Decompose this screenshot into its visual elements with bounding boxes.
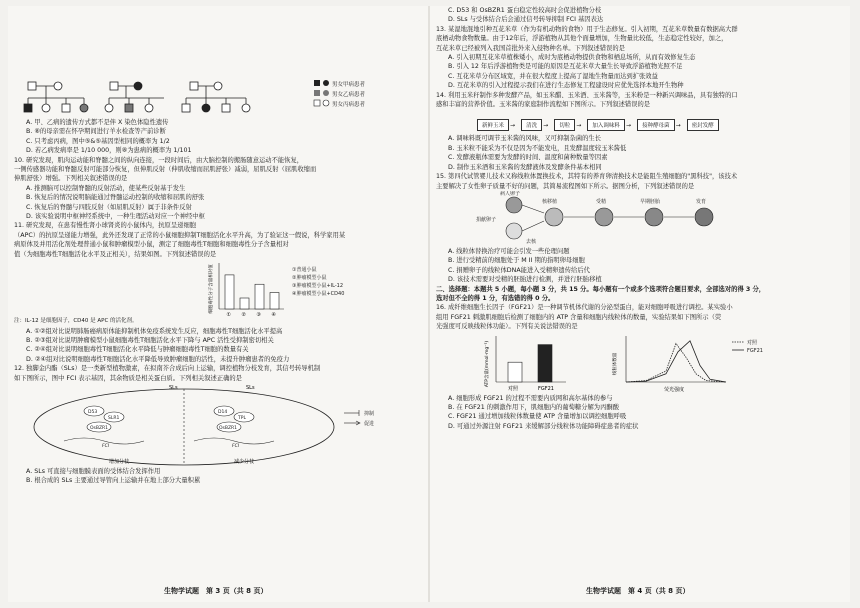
q15-fertilize-label: 受精	[596, 198, 607, 205]
q11-bar-3	[255, 284, 264, 309]
q12-option-a: A. SLs 可直接与细胞膜表面的受体结合发挥作用	[26, 467, 161, 475]
q16-option-c: C. FGF21 通过增加线粒体数量使 ATP 含量增加以调控细胞呼吸	[448, 413, 627, 421]
q9-option-b: B. ⑧的母亲需在怀孕期间进行羊水检查等产前诊断	[26, 128, 166, 136]
q12-increase-label: 增加分枝	[109, 458, 130, 465]
question-12-options	[14, 467, 424, 486]
q11-legend-2: ②肿瘤模型小鼠	[292, 275, 327, 282]
q10-option-a: A. 推测脑可以控制脊髓的反射活动，使某些反射基于发生	[26, 184, 186, 192]
q10-stem-1: 10. 研究发现，肌肉运动能和脊髓之间的纵向连接，一段时间后，由大脑控制的搬肠随意运动不能恢复，	[14, 156, 304, 164]
q15-donor-label: 捐献卵子	[476, 216, 497, 223]
flow-step-3: 切粒	[554, 119, 575, 131]
question-12-options-cont	[436, 6, 846, 25]
question-15-options	[436, 247, 846, 285]
q15-develop-label: 发育	[696, 198, 707, 205]
page-4	[436, 6, 846, 602]
flow-step-1: 新鲜玉米	[477, 119, 509, 131]
q13-option-d: D. 互花米草的引入过程提示我们在进行生态修复工程建设时应优先选择本地开生物种	[448, 82, 684, 90]
q16-series-fgf21	[626, 340, 726, 381]
q15-nt-label: 核移植	[542, 198, 558, 205]
q12-osbzr1-label-2: OsBZR1	[219, 425, 238, 431]
section2-line-2: 选对但不全的得 1 分，有选错的得 0 分。	[436, 294, 555, 302]
q16-option-b: B. 在 FGF21 的刺激作用下，肌细胞内的葡萄糖分解为丙酮酸	[448, 403, 619, 411]
q16-bar-1	[508, 362, 522, 382]
q12-decrease-label: 减少分枝	[234, 458, 255, 465]
question-11	[14, 221, 424, 259]
q11-bar-chart	[14, 259, 414, 317]
q16-legend-fgf: FGF21	[747, 347, 763, 354]
q12-d14-label: D14	[218, 409, 228, 415]
question-11-options	[14, 327, 424, 365]
question-13	[436, 25, 846, 91]
question-12	[14, 364, 424, 383]
q13-option-a: A. 引入初期互花米草植株矮小，成时为底栖动物提供食物和栖息场所，从而有效修复生态	[448, 54, 696, 62]
q11-chart-ylabel: 细胞毒性分子含量相对值	[209, 264, 214, 314]
q12-stem-2: 如下图所示，图中 FCI 表示基因，其余物质是相关蛋白质。下列相关叙述正确的是	[14, 374, 242, 382]
flow-step-5: 接种酵母菌	[637, 119, 675, 131]
q11-bar-label-4: ④	[271, 312, 276, 318]
pedigree-figure	[14, 78, 414, 118]
q11-stem-3: 病原体及并用活化剂处理普通小鼠和肿瘤模型小鼠，测定了细胞毒性T细胞和细胞毒性分子含量相对	[14, 241, 289, 249]
q16-stem-2: 组用 FGF21 刺激肌细胞后检测了细胞内的 ATP 含量和细胞内线粒体的数量，实验结果如下图所示（荧	[436, 313, 722, 321]
q15-option-a: A. 线粒体替换治疗可能会引发一些伦理问题	[448, 247, 570, 255]
question-16	[436, 303, 846, 331]
q14-flowchart: 新鲜玉米 → 清洗 → 切粒 → 加入调味料 → 接种酵母菌 → 密封发酵	[436, 109, 846, 134]
q11-bar-label-2: ②	[241, 312, 246, 318]
q11-chart-note: 注：IL-12 是细胞因子，CD40 是 APC 的活化剂。	[14, 318, 138, 325]
question-16-options	[436, 394, 846, 432]
q13-stem-3: 互花米草已经被列入我国首批外来入侵物种名单。下列叙述错误的是	[436, 44, 625, 52]
q11-bar-4	[270, 293, 279, 310]
flow-step-6: 密封发酵	[687, 119, 719, 131]
q12-fci-label: FCI	[102, 443, 110, 449]
q12-osbzr1-label: OsBZR1	[90, 425, 109, 431]
q15-option-d: D. 该技术需要对受精的胚胎进行检测，并进行胚胎移植	[448, 276, 602, 284]
q10-option-c: C. 恢复后的脊髓与四肢反射（如屈肌反射）属于非条件反射	[26, 203, 192, 211]
q10-option-b: B. 恢复后的情况说明脑能通过脊髓运动控制的收缩和屈肌的舒张	[26, 194, 205, 202]
pedigree-legend-3: 男女丙病患者	[332, 102, 366, 108]
q11-option-a: A. ①②组对比说明肺肠癌病原体能抑制机体免疫系统发生反应，细胞毒性T细胞活化水平提高	[26, 327, 283, 335]
q16-bar-2	[538, 344, 552, 381]
q16-option-a: A. 细胞形成 FGF21 的过程不需要内质网和高尔基体的参与	[448, 394, 613, 402]
section-2-header	[436, 285, 846, 304]
section2-line-1: 二、选择题：本题共 5 小题，每小题 3 分，共 15 分。每小题有一个或多个选项符合题目要求，全部选对的得 3 分，	[436, 285, 766, 293]
q10-stem-3: 伸肌舒张）增强。下列相关叙述错误的是	[14, 175, 128, 183]
q11-bar-label-1: ①	[226, 312, 231, 318]
q11-legend-4: ④肿瘤模型小鼠+CD40	[292, 291, 345, 298]
q15-ivf-diagram	[436, 191, 836, 247]
q9-option-c: C. 只考虑丙病，图中⑤&⑤基因型相同的概率为 1/2	[26, 137, 170, 145]
q12-sls-label-1: SLs	[169, 384, 178, 391]
q12-slr1-label: SLR1	[108, 415, 120, 421]
q11-stem-1: 11. 研究发现，在患有慢性肾小球肾炎的小鼠体内，抗原呈递细胞	[14, 222, 197, 230]
exam-sheet	[8, 6, 850, 602]
q10-option-d: D. 该实验说明中枢神经系统中，一种生理活动对应一个神经中枢	[26, 213, 205, 221]
q15-stem-2: 主要解决了女性卵子质量不好的问题，其简易流程图如下所示。据图分析，下列叙述错误的是	[436, 182, 695, 190]
q16-charts	[436, 332, 836, 394]
q13-stem-2: 底栖动物食物数量。由于12年后，浮游植物从其他个面量增加，生物量比较低，生态稳定性较好，加之，	[436, 35, 728, 43]
page-3-footer: 生物学试题 第 3 页（共 8 页）	[164, 587, 268, 595]
q12-legend-suppress: 抑制	[364, 410, 375, 417]
q16-legend-control: 对照	[747, 339, 758, 346]
q14-option-d: D. 制作玉米酒和玉米酱的发酵液体及发酵条件基本相同	[448, 163, 602, 171]
q13-option-c: C. 互花米草分布区域宽，并在很大程度上提高了湿地生物量而达到扩张效益	[448, 72, 658, 80]
q16-cat-fgf: FGF21	[538, 385, 554, 392]
q15-option-c: C. 捐赠卵子的线粒体DNA能进入受精卵遗传给后代	[448, 266, 590, 274]
q16-stem-1: 16. 成纤维细胞生长因子（FGF21）是一种调节机体代谢的分泌型蛋白，能对细胞呼吸进行调控。某实验小	[436, 304, 733, 312]
q16-series-control	[626, 343, 726, 382]
q14-option-b: B. 玉米粒不能采为不仅是因为不能发电，且发酵温度较玉米酱低	[448, 144, 627, 152]
q11-legend-1: ①普通小鼠	[292, 267, 317, 274]
q15-stem-1: 15. 第四代试管婴儿技术又称线粒体置换技术，其特有的养育卵清换技术是能阻生殖细胞的"黑科技"，该技术	[436, 173, 738, 181]
q12-stem-1: 12. 独脚金内酯（SLs）是一类新型植物激素，在拟南芥合成后向上运输，调控植物分枝发育，其信号转导机制	[14, 365, 321, 373]
q16-stem-3: 光强度可反映线粒体功能）。下列有关说法错误的是	[436, 323, 578, 331]
pedigree-legend-1: 男女甲病患者	[332, 82, 366, 88]
flow-step-2: 清洗	[521, 119, 542, 131]
q11-legend-3: ③肿瘤模型小鼠+IL-12	[292, 283, 344, 290]
flow-step-4: 加入调味料	[587, 119, 625, 131]
q9-option-a: A. 甲、乙病的遗传方式都不是伴 X 染色体隐性遗传	[26, 119, 169, 126]
question-10	[14, 156, 424, 222]
q11-stem-4: 值（为细胞毒性T细胞活化水平及正相关），结果如图。下列叙述错误的是	[14, 250, 217, 258]
q16-option-d: D. 可通过外源注射 FGF21 来缓解部分线粒体功能障碍症患者的症状	[448, 422, 639, 430]
q14-option-c: C. 发酵液瓶体需要为发酵的时间、温度和菌种数量等因素	[448, 154, 608, 162]
q12-option-d: D. SLs 与受体结合后会通过信号转导抑制 FCI 基因表达	[448, 16, 604, 24]
q11-option-d: D. ②④组对比说明细胞毒性T细胞活化水平降低导致肿瘤细胞的活性，未提升肿瘤患者的免疫力	[26, 355, 290, 363]
q15-remove-label: 去核	[526, 238, 537, 245]
pedigree-legend-2: 男女乙病患者	[332, 92, 366, 98]
q12-legend-promote: 促进	[364, 420, 375, 427]
q13-stem-1: 13. 某湿地混地引种互花米草（作为有机动物的食物）用于生态修复。引入初期，互花米草数量有数据高大群	[436, 25, 738, 33]
q11-stem-2: （APC）的抗原呈递能力增强，此外还发现了正常的小鼠细胞抑制T细胞活化水平升高，为了验证这一假说，科学家用某	[14, 231, 346, 239]
q14-stem-2: 感和丰富的营养价值。玉米酱的家庭制作流程如下图所示。下列叙述错误的是	[436, 101, 651, 109]
q12-option-b: B. 根合成的 SLs 主要通过导管向上运输并在地上部分大量积累	[26, 477, 201, 485]
q16-bar-ylabel: ATP含量(mmol·mg⁻¹)	[485, 340, 490, 387]
q14-stem-1: 14. 利用玉米秆制作多种发酵产品，如玉米醋、玉米酒、玉米酱等，玉米粉是一种新兴调味品，具有独特的口	[436, 91, 738, 99]
q9-option-d: D. 若乙病发病率是 1/10 000，则⑧为患病的概率为 1/101	[26, 147, 192, 155]
q14-option-a: A. 调味料既可调节玉米酱的风味，又可抑制杂菌的生长	[448, 135, 602, 143]
q16-cat-control: 对照	[508, 385, 519, 392]
q12-signal-diagram	[14, 383, 414, 467]
q11-bar-1	[225, 275, 234, 309]
question-9-options	[14, 118, 424, 156]
q15-patient-label: 病人卵子	[500, 190, 521, 197]
q11-bar-2	[240, 298, 249, 309]
q15-embryo-label: 早期胚胎	[640, 198, 661, 205]
question-14	[436, 91, 846, 172]
page-3	[14, 6, 424, 602]
q12-sls-label-2: SLs	[246, 384, 255, 391]
page-fold	[428, 6, 430, 602]
q10-stem-2: 一侧传感器功能和脊髓反射可能部分恢复，但伸肌反射（伸肌收缩而屈肌舒张）减弱，屈肌反射（屈肌收缩而	[14, 166, 317, 174]
q12-fci-label-2: FCI	[232, 443, 240, 449]
q15-option-b: B. 进行受精前的细胞处于 M II 期的指明卵母细胞	[448, 257, 585, 265]
q11-option-c: C. ②④组对比说明细胞毒性T细胞活化水平降低与肿瘤细胞毒性T细胞的数量有关	[26, 346, 249, 354]
q11-option-b: B. ②③组对比说明肿瘤模型小鼠细胞毒性T细胞活化水平下降与 APC 活性受抑制密切相关	[26, 336, 274, 344]
q12-tpl-label: TPL	[238, 415, 246, 421]
question-15	[436, 172, 846, 191]
page-4-footer: 生物学试题 第 4 页（共 8 页）	[586, 587, 690, 595]
q13-option-b: B. 引入 12 年后浮游植物类是可能的原因是互花米草大量生长导致浮游植物光照不足	[448, 63, 683, 71]
q16-line-xlabel: 荧光强度	[664, 386, 685, 393]
q12-d53-label: D53	[88, 409, 98, 415]
q12-option-c: C. D53 和 OsBZR1 蛋白稳定性较高时会促进植物分枝	[448, 7, 602, 14]
q16-line-ylabel: 线粒体数量	[613, 352, 618, 375]
q11-bar-label-3: ③	[256, 312, 261, 318]
